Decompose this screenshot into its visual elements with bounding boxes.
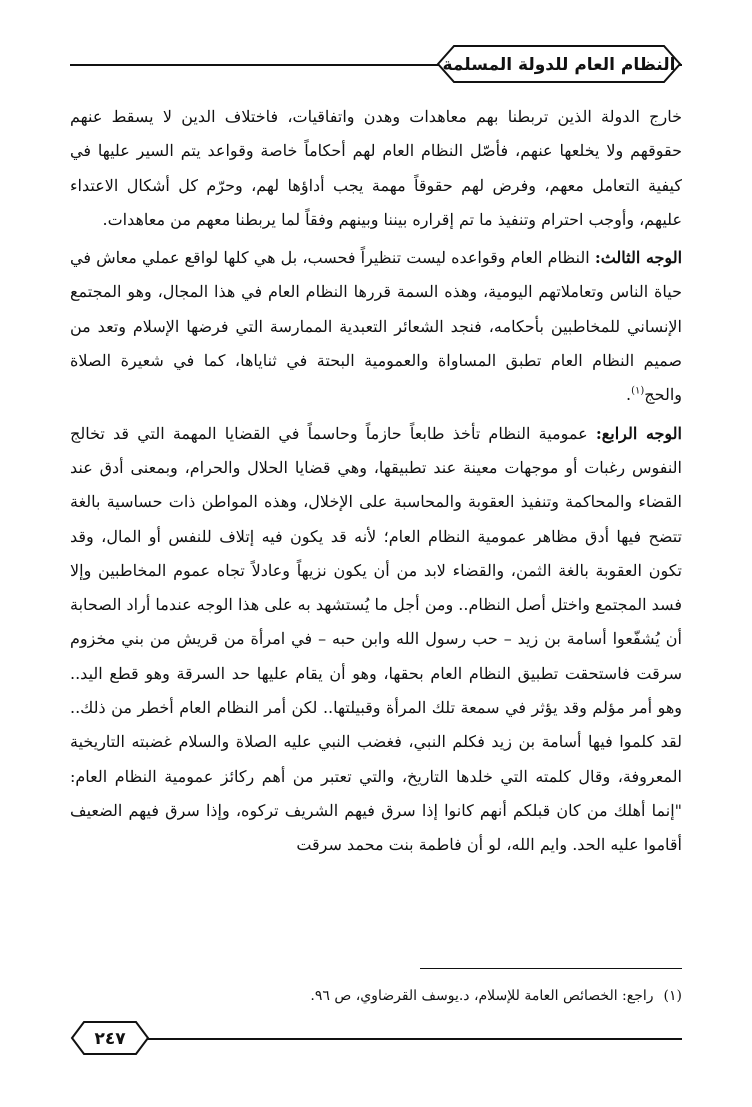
footnote xyxy=(70,985,682,1007)
footnote-separator xyxy=(420,968,682,969)
paragraph-1 xyxy=(70,100,682,237)
page-footer xyxy=(70,1018,682,1058)
paragraph-2 xyxy=(70,241,682,412)
paragraph-1-text: خارج الدولة الذين تربطنا بهم معاهدات وهدن واتفاقيات، فاختلاف الدين لا يسقط عنهم حقوقهم ولا يخلعها عنهم، فأصّل النظام العام لهم أحكاماً خاصة وقواعد يتم السير عليها في كيفية التعامل معهم، وفرض لهم حقوقاً مهمة يجب أداؤها لهم، وحرّم كل أشكال الاعتداء عليهم، وأوجب احترام وتنفيذ ما تم إقراره بيننا وبينهم وفقاً لما يربطنا معهم من معاهدات. xyxy=(70,107,683,229)
running-header xyxy=(70,40,682,90)
footer-rule xyxy=(140,1038,682,1040)
paragraph-3-heading: الوجه الرابع: xyxy=(595,423,683,443)
paragraph-2-heading: الوجه الثالث: xyxy=(594,248,683,268)
footnote-number: (١) xyxy=(663,988,682,1004)
body-text xyxy=(70,100,682,863)
page-number: ٢٤٧ xyxy=(94,1029,126,1049)
paragraph-2-text: النظام العام وقواعده ليست تنظيراً فحسب، بل هي كلها لواقع عملي معاش في حياة الناس وتعاملاتهم اليومية، وهذه السمة قررها النظام العام في هذا المجال، وهو المجتمع الإنساني للمخاطبين بأحكامه، فنجد الشعائر التعبدية الممارسة التي فرضها الإسلام وتعد من صميم النظام العام تطبق المساواة والعمومية البحتة في ثناياها، كما في شعيرة الصلاة والحج xyxy=(70,248,682,405)
paragraph-3-text: عمومية النظام تأخذ طابعاً حازماً وحاسماً في القضايا المهمة التي قد تخالج النفوس رغبات أو موجهات معينة عند تطبيقها، وهي قضايا الحلال والحرام، وبمعنى أدق عند القضاء والمحاكمة وتنفيذ العقوبة والمحاسبة على الإخلال، وهذه المواطن ذات حساسية بالغة تتضح فيها أدق مظاهر عمومية النظام العام؛ لأنه قد يكون فيه إتلاف للنفس أو المال، وقد تكون العقوبة بالغة الثمن، والقضاء لابد من أن يكون نزيهاً وعادلاً تجاه عموم المخاطبين وإلا فسد المجتمع واختل أصل النظام.. ومن أجل ما يُستشهد به على هذا الوجه عندما أراد الصحابة أن يُشفّعوا أسامة بن زيد – حب رسول الله وابن حبه – في امرأة من قريش من بني مخزوم سرقت فاستحقت تطبيق النظام العام بحقها، وهو أن يقام عليها حد السرقة وهو قطع اليد.. وهو أمر مؤلم وقد يؤثر في سمعة تلك المرأة وقبيلتها.. لكن أمر النظام العام أخطر من ذلك.. لقد كلموا فيها أسامة بن زيد فكلم النبي، فغضب النبي عليه الصلاة والسلام غضبته التاريخية المعروفة، وقال كلمته التي خلدها التاريخ، والتي تعتبر من أهم ركائز عمومية النظام العام: "إنما أهلك من كان قبلكم أنهم كانوا إذا سرق فيهم الشريف تركوه، وإذا سرق فيهم الضعيف أقاموا عليه الحد. وايم الله، لو أن فاطمة بنت محمد سرقت xyxy=(70,423,683,855)
header-title: النظام العام للدولة المسلمة xyxy=(442,55,676,75)
footnote-ref[interactable]: (١) xyxy=(631,386,645,398)
paragraph-2-end: . xyxy=(626,385,632,405)
footnote-text: راجع: الخصائص العامة للإسلام، د.يوسف القرضاوي، ص ٩٦. xyxy=(310,988,654,1004)
paragraph-3 xyxy=(70,417,682,863)
